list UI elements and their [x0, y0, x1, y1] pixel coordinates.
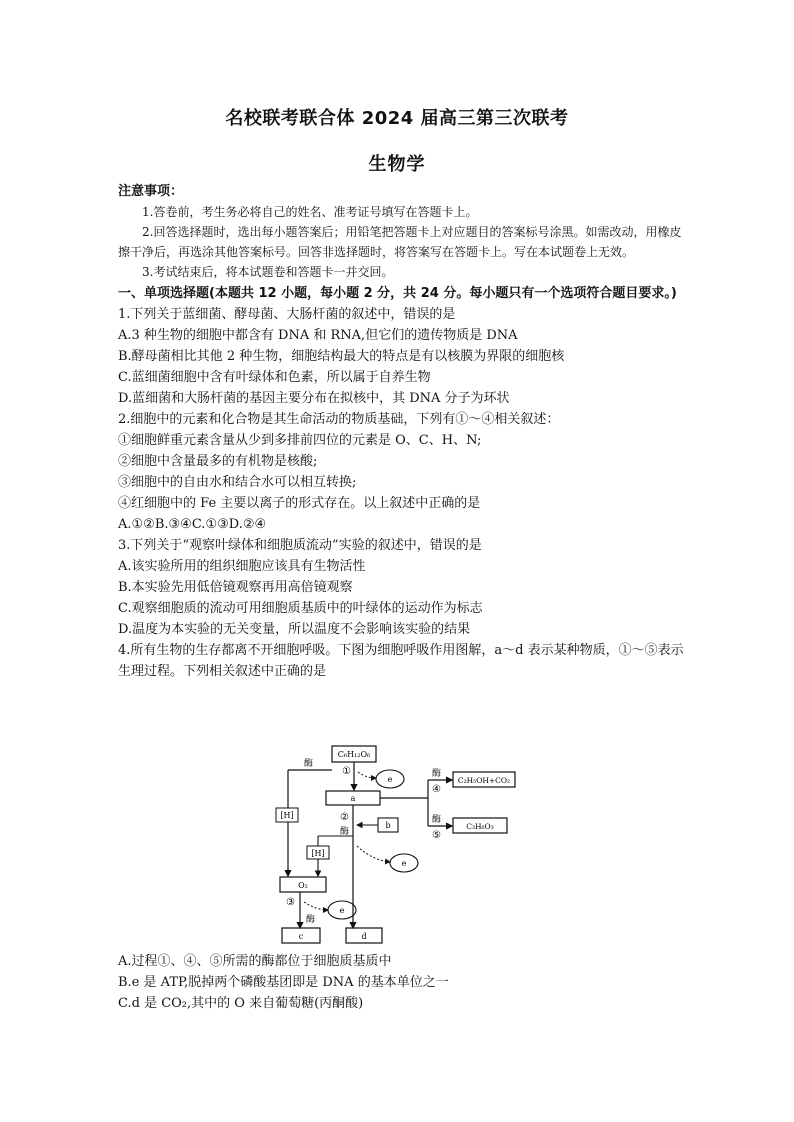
q4-options	[118, 951, 684, 1014]
question-stem: 2.细胞中的元素和化合物是其生命活动的物质基础，下列有①～④相关叙述：	[118, 412, 560, 427]
exam-title: 名校联考联合体 2024 届高三第三次联考	[225, 108, 569, 129]
a-label: a	[350, 794, 356, 803]
question-stem: 1.下列关于蓝细菌、酵母菌、大肠杆菌的叙述中，错误的是	[118, 307, 456, 322]
e-label-3: e	[339, 906, 345, 915]
b-label: b	[385, 821, 391, 830]
h-label-mid: [H]	[311, 849, 325, 858]
question-option: D.温度为本实验的无关变量，所以温度不会影响该实验的结果	[118, 622, 471, 637]
notes-heading: 注意事项：	[118, 184, 184, 199]
question-option: B.酵母菌相比其他 2 种生物，细胞结构最大的特点是有以核膜为界限的细胞核	[118, 349, 565, 364]
question-statement: ①细胞鲜重元素含量从少到多排前四位的元素是 O、C、H、N;	[118, 433, 482, 448]
question-option: A.该实验所用的组织细胞应该具有生物活性	[118, 559, 366, 574]
question-option: A.①②B.③④C.①③D.②④	[118, 517, 267, 532]
question-option: C.蓝细菌细胞中含有叶绿体和色素，所以属于自养生物	[118, 370, 431, 385]
question-option: A.过程①、④、⑤所需的酶都位于细胞质基质中	[118, 954, 392, 969]
enzyme-label-2: 酶	[340, 827, 350, 837]
question-option: A.3 种生物的细胞中都含有 DNA 和 RNA,但它们的遗传物质是 DNA	[118, 328, 518, 343]
e-label-2: e	[401, 859, 407, 868]
question-stem: 4.所有生物的生存都离不开细胞呼吸。下图为细胞呼吸作用图解，a～d 表示某种物质，①～⑤表示生理过程。下列相关叙述中正确的是	[118, 643, 684, 679]
h-label-left: [H]	[280, 811, 294, 820]
question-statement: ②细胞中含量最多的有机物是核酸;	[118, 454, 318, 469]
question-option: B.e 是 ATP,脱掉两个磷酸基团即是 DNA 的基本单位之一	[118, 975, 449, 990]
process-1-label: ①	[342, 766, 351, 777]
note-item: 3.考试结束后，将本试题卷和答题卡一并交回。	[142, 265, 394, 279]
o2-label: O₂	[298, 881, 308, 890]
d-label: d	[361, 932, 367, 941]
question-option: D.蓝细菌和大肠杆菌的基因主要分布在拟核中，其 DNA 分子为环状	[118, 391, 510, 406]
enzyme-label-3: 酶	[306, 915, 316, 925]
exam-body	[118, 181, 684, 682]
section-heading: 一、单项选择题(本题共 12 小题，每小题 2 分，共 24 分。每小题只有一个选项符合题目要求。)	[118, 286, 677, 301]
process-5-label: ⑤	[432, 830, 441, 841]
note-item: 2.回答选择题时，选出每小题答案后；用铅笔把答题卡上对应题目的答案标号涂黑。如需改动，用橡皮擦干净后，再选涂其他答案标号。回答非选择题时，将答案写在答题卡上。写在本试题卷上无效。	[118, 225, 682, 259]
question-stem: 3.下列关于“观察叶绿体和细胞质流动”实验的叙述中，错误的是	[118, 538, 482, 553]
process-4-label: ④	[432, 784, 441, 795]
process-3-label: ③	[286, 897, 295, 908]
question-option: C.观察细胞质的流动可用细胞质基质中的叶绿体的运动作为标志	[118, 601, 483, 616]
question-statement: ④红细胞中的 Fe 主要以离子的形式存在。以上叙述中正确的是	[118, 496, 481, 511]
enzyme-label-4: 酶	[432, 769, 442, 779]
c-label: c	[298, 932, 304, 941]
e-label-1: e	[387, 775, 393, 784]
question-statement: ③细胞中的自由水和结合水可以相互转换;	[118, 475, 357, 490]
enzyme-label-left: 酶	[304, 759, 314, 769]
lactic-label: C₃H₆O₃	[466, 822, 494, 831]
question-option: B.本实验先用低倍镜观察再用高倍镜观察	[118, 580, 353, 595]
glucose-label: C₆H₁₂O₆	[337, 750, 371, 759]
exam-subject: 生物学	[368, 154, 426, 175]
process-2-label: ②	[340, 812, 349, 823]
ethanol-label: C₂H₅OH+CO₂	[457, 776, 511, 785]
question-option: C.d 是 CO₂,其中的 O 来自葡萄糖(丙酮酸)	[118, 996, 364, 1011]
note-item: 1.答卷前，考生务必将自己的姓名、准考证号填写在答题卡上。	[142, 205, 478, 219]
respiration-diagram	[262, 728, 534, 948]
enzyme-label-5: 酶	[432, 815, 442, 825]
